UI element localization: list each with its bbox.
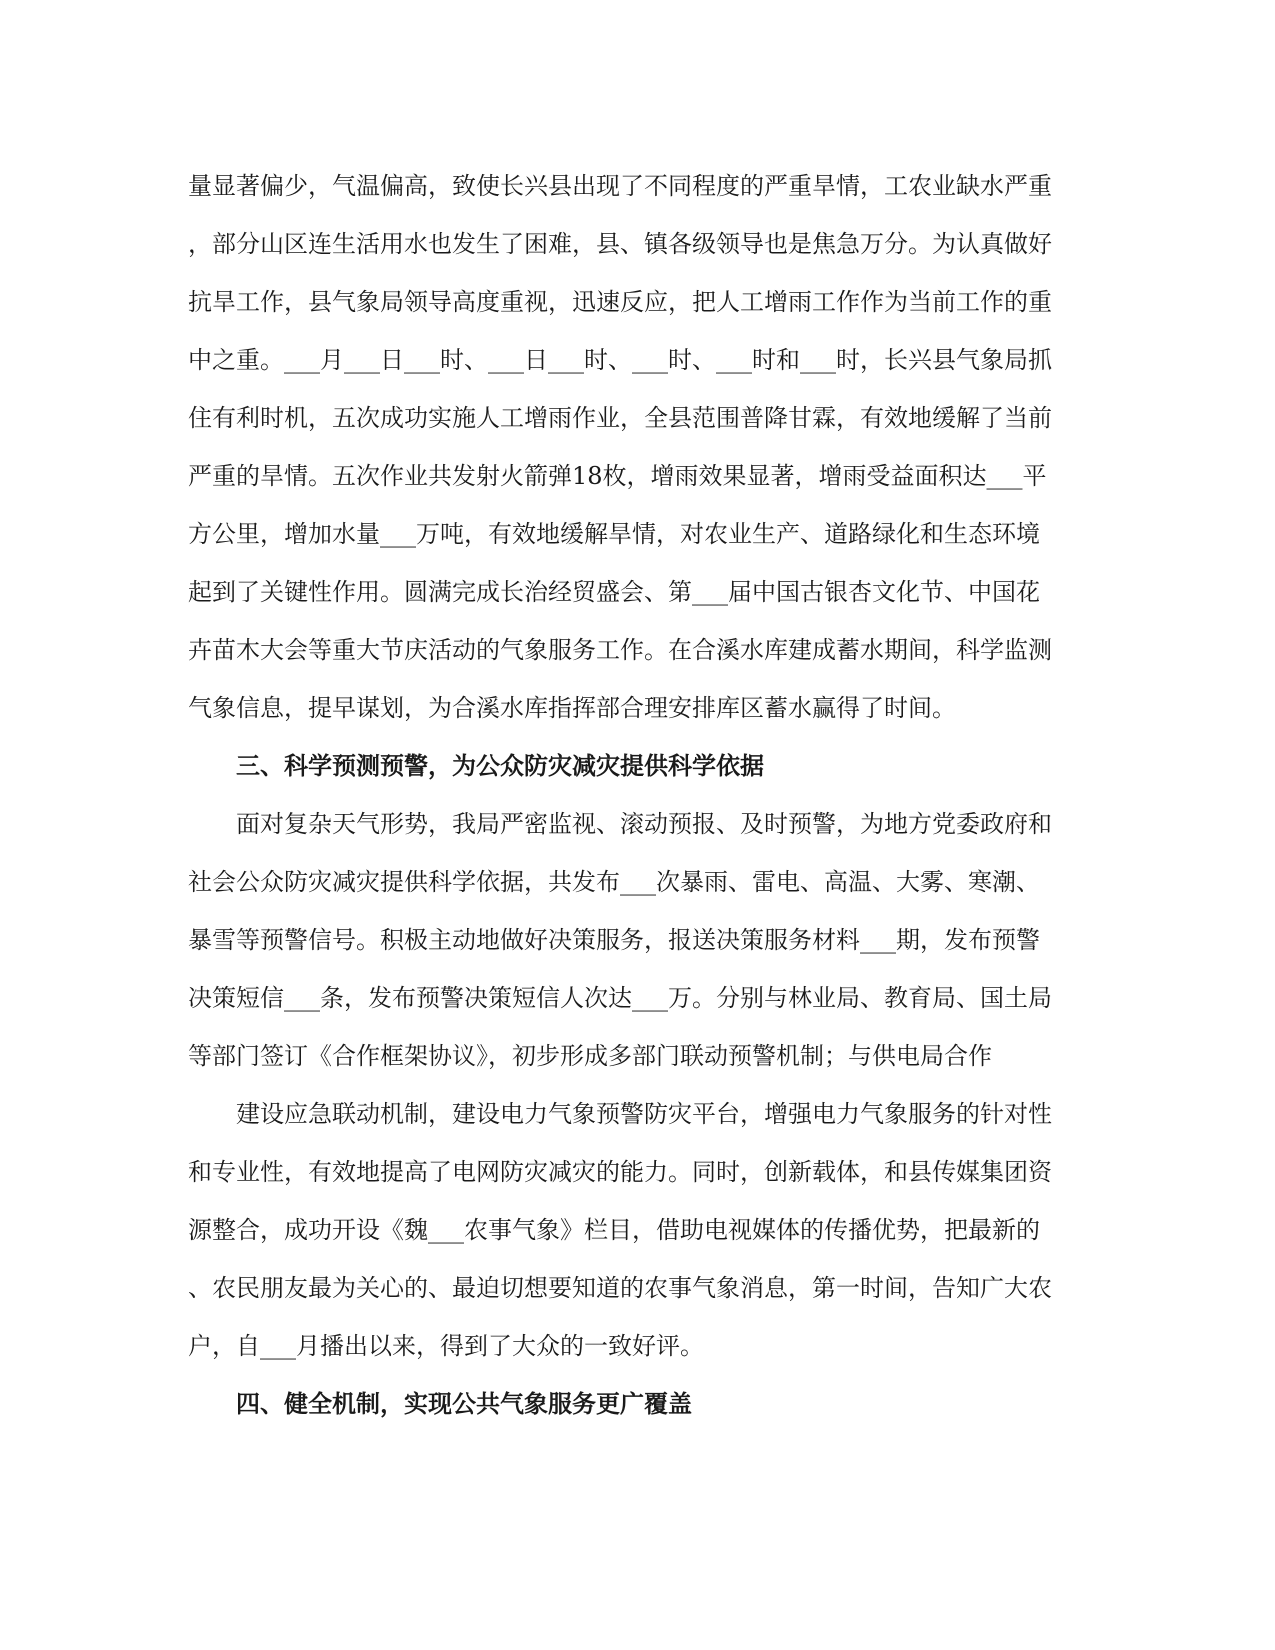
section-heading: 三、科学预测预警，为公众防灾减灾提供科学依据 <box>236 751 764 780</box>
body-line: 面对复杂天气形势，我局严密监视、滚动预报、及时预警，为地方党委政府和 <box>236 810 1052 838</box>
body-line: 等部门签订《合作框架协议》，初步形成多部门联动预警机制；与供电局合作 <box>188 1042 992 1070</box>
body-line: 建设应急联动机制，建设电力气象预警防灾平台，增强电力气象服务的针对性 <box>236 1100 1052 1128</box>
body-line: 气象信息，提早谋划，为合溪水库指挥部合理安排库区蓄水赢得了时间。 <box>188 694 956 722</box>
body-line: 决策短信___条，发布预警决策短信人次达___万。分别与林业局、教育局、国土局 <box>188 984 1052 1012</box>
body-line: 方公里，增加水量___万吨，有效地缓解旱情，对农业生产、道路绿化和生态环境 <box>188 520 1040 548</box>
body-line: 量显著偏少，气温偏高，致使长兴县出现了不同程度的严重旱情，工农业缺水严重 <box>188 172 1052 200</box>
body-line: 源整合，成功开设《魏___农事气象》栏目，借助电视媒体的传播优势，把最新的 <box>188 1216 1040 1244</box>
body-line: 抗旱工作，县气象局领导高度重视，迅速反应，把人工增雨工作作为当前工作的重 <box>188 288 1052 316</box>
body-line: 中之重。___月___日___时、___日___时、___时、___时和___时，长兴县气象局抓 <box>188 346 1052 374</box>
body-line: 和专业性，有效地提高了电网防灾减灾的能力。同时，创新载体，和县传媒集团资 <box>188 1158 1052 1186</box>
section-heading: 四、健全机制，实现公共气象服务更广覆盖 <box>236 1389 692 1418</box>
body-line: ，部分山区连生活用水也发生了困难，县、镇各级领导也是焦急万分。为认真做好 <box>188 230 1052 258</box>
body-line: 住有利时机，五次成功实施人工增雨作业，全县范围普降甘霖，有效地缓解了当前 <box>188 404 1052 432</box>
body-line: 卉苗木大会等重大节庆活动的气象服务工作。在合溪水库建成蓄水期间，科学监测 <box>188 636 1052 664</box>
body-line: 、农民朋友最为关心的、最迫切想要知道的农事气象消息，第一时间，告知广大农 <box>188 1274 1052 1302</box>
body-line: 户，自___月播出以来，得到了大众的一致好评。 <box>188 1332 704 1360</box>
body-line: 社会公众防灾减灾提供科学依据，共发布___次暴雨、雷电、高温、大雾、寒潮、 <box>188 868 1040 896</box>
body-line: 起到了关键性作用。圆满完成长治经贸盛会、第___届中国古银杏文化节、中国花 <box>188 578 1040 606</box>
body-line: 严重的旱情。五次作业共发射火箭弹18枚，增雨效果显著，增雨受益面积达___平 <box>188 462 1047 490</box>
document-body <box>188 166 1088 1442</box>
body-line: 暴雪等预警信号。积极主动地做好决策服务，报送决策服务材料___期，发布预警 <box>188 926 1040 954</box>
